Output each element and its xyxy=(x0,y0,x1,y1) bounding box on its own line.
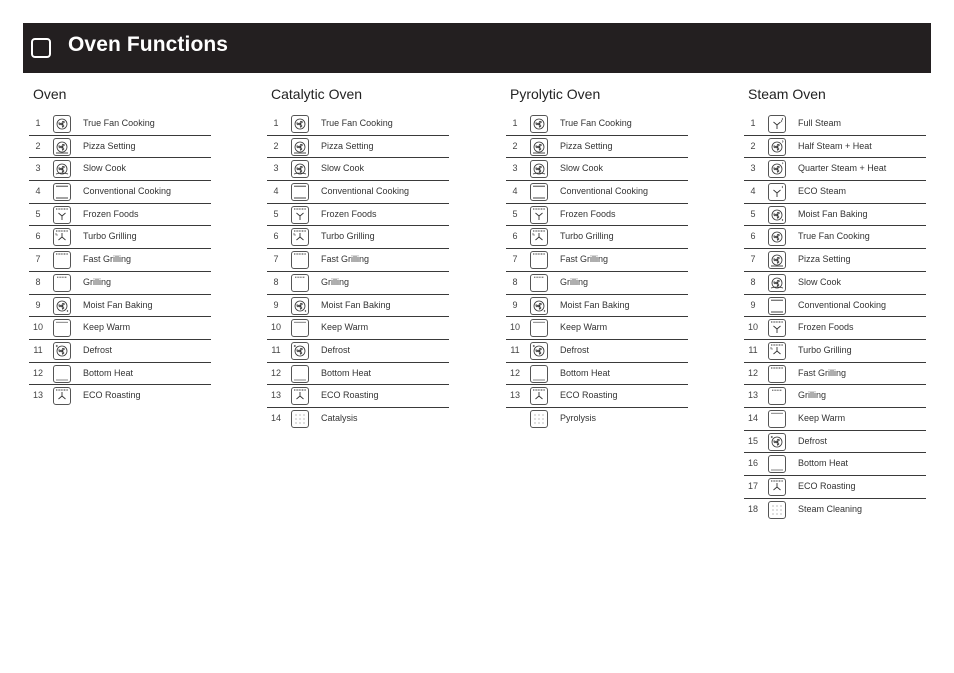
defrost-icon xyxy=(768,433,786,451)
item-label: Grilling xyxy=(560,276,589,287)
item-number: 11 xyxy=(33,344,43,355)
item-number: 15 xyxy=(747,435,758,446)
item-number: 13 xyxy=(270,390,281,401)
item-number: 18 xyxy=(747,503,758,514)
pizza-icon xyxy=(291,138,309,156)
list-item xyxy=(29,272,211,295)
list-item xyxy=(744,181,926,204)
item-number: 9 xyxy=(750,299,756,310)
list-item xyxy=(267,272,449,295)
function-list xyxy=(267,113,449,431)
item-number: 5 xyxy=(35,208,41,219)
slow-cook-icon xyxy=(768,274,786,292)
true-fan-icon xyxy=(53,115,71,133)
list-item xyxy=(267,408,449,431)
item-number: 1 xyxy=(512,118,518,128)
item-label: Fast Grilling xyxy=(321,254,370,265)
conventional-icon xyxy=(291,183,309,201)
list-item xyxy=(506,181,688,204)
list-item xyxy=(267,204,449,227)
list-item xyxy=(506,317,688,340)
item-label: Moist Fan Baking xyxy=(560,299,630,310)
frozen-foods-icon xyxy=(768,319,786,337)
item-label: Keep Warm xyxy=(321,322,369,333)
list-item xyxy=(506,272,688,295)
fast-grill-icon xyxy=(53,251,71,269)
keep-warm-icon xyxy=(53,319,71,337)
item-label: Grilling xyxy=(83,276,112,287)
item-number: 13 xyxy=(747,390,758,401)
list-item xyxy=(29,317,211,340)
item-number: 2 xyxy=(273,140,279,151)
item-number: 4 xyxy=(35,186,41,197)
item-number: 11 xyxy=(748,344,758,355)
header-square-icon xyxy=(31,38,51,58)
list-item xyxy=(744,363,926,386)
eco-roast-icon xyxy=(530,387,548,405)
list-item xyxy=(506,249,688,272)
keep-warm-icon xyxy=(768,410,786,428)
item-label: Turbo Grilling xyxy=(83,231,137,242)
list-item xyxy=(506,158,688,181)
list-item xyxy=(267,363,449,386)
moist-fan-icon xyxy=(768,206,786,224)
list-item xyxy=(506,226,688,249)
column-pyrolytic-oven xyxy=(506,86,688,431)
half-steam-icon xyxy=(768,138,786,156)
slow-cook-icon xyxy=(291,160,309,178)
full-steam-icon xyxy=(768,115,786,133)
item-label: Conventional Cooking xyxy=(83,186,172,197)
item-number: 12 xyxy=(747,367,758,378)
column-title: Catalytic Oven xyxy=(271,86,363,102)
item-number: 8 xyxy=(35,276,41,287)
column-oven xyxy=(29,86,211,408)
list-item xyxy=(267,226,449,249)
list-item xyxy=(29,385,211,408)
bottom-heat-icon xyxy=(291,365,309,383)
item-number: 10 xyxy=(270,322,281,333)
eco-roast-icon xyxy=(53,387,71,405)
item-number: 7 xyxy=(35,254,41,265)
frozen-foods-icon xyxy=(530,206,548,224)
item-number: 2 xyxy=(750,140,756,151)
turbo-grill-icon xyxy=(53,228,71,246)
item-number: 16 xyxy=(747,458,758,469)
list-item xyxy=(267,385,449,408)
item-label: Defrost xyxy=(321,344,351,355)
column-title: Pyrolytic Oven xyxy=(510,86,601,102)
function-list xyxy=(506,113,688,431)
item-number: 13 xyxy=(32,390,43,401)
item-number: 3 xyxy=(512,163,518,174)
item-label: Defrost xyxy=(798,435,828,446)
item-label: Fast Grilling xyxy=(83,254,132,265)
list-item xyxy=(744,499,926,522)
grill-icon xyxy=(530,274,548,292)
list-item xyxy=(29,295,211,318)
item-number: 11 xyxy=(510,344,520,355)
list-item xyxy=(267,340,449,363)
item-number: 12 xyxy=(32,367,43,378)
item-number: 4 xyxy=(512,186,518,197)
grill-icon xyxy=(291,274,309,292)
item-label: Keep Warm xyxy=(798,412,846,423)
item-number: 2 xyxy=(512,140,518,151)
item-number: 17 xyxy=(747,481,758,491)
item-label: ECO Steam xyxy=(798,186,847,197)
column-catalytic-oven xyxy=(267,86,449,431)
keep-warm-icon xyxy=(530,319,548,337)
conventional-icon xyxy=(53,183,71,201)
item-number: 1 xyxy=(273,118,279,128)
quarter-steam-icon xyxy=(768,160,786,178)
slow-cook-icon xyxy=(53,160,71,178)
item-label: Steam Cleaning xyxy=(798,503,863,514)
true-fan-icon xyxy=(768,228,786,246)
list-item xyxy=(744,431,926,454)
turbo-grill-icon xyxy=(291,228,309,246)
item-label: Fast Grilling xyxy=(798,367,847,378)
item-label: Turbo Grilling xyxy=(321,231,375,242)
list-item xyxy=(29,181,211,204)
list-item xyxy=(744,272,926,295)
catalysis-icon xyxy=(291,410,309,428)
item-label: Keep Warm xyxy=(560,322,608,333)
item-number: 3 xyxy=(35,163,41,174)
item-number: 7 xyxy=(750,254,756,265)
item-label: Moist Fan Baking xyxy=(798,208,868,219)
list-item xyxy=(29,113,211,136)
list-item xyxy=(744,385,926,408)
moist-fan-icon xyxy=(291,297,309,315)
list-item xyxy=(506,136,688,159)
list-item xyxy=(267,113,449,136)
item-label: True Fan Cooking xyxy=(321,118,393,128)
list-item xyxy=(506,408,688,431)
item-number: 14 xyxy=(270,412,281,423)
item-label: Slow Cook xyxy=(560,163,604,174)
fast-grill-icon xyxy=(768,365,786,383)
defrost-icon xyxy=(53,342,71,360)
item-number: 12 xyxy=(270,367,281,378)
list-item xyxy=(267,249,449,272)
item-number: 2 xyxy=(35,140,41,151)
item-label: Conventional Cooking xyxy=(798,299,887,310)
item-number: 14 xyxy=(747,412,758,423)
list-item xyxy=(744,249,926,272)
list-item xyxy=(29,340,211,363)
item-label: Slow Cook xyxy=(83,163,127,174)
eco-roast-icon xyxy=(768,478,786,496)
item-number: 7 xyxy=(273,254,279,265)
item-number: 1 xyxy=(750,118,756,128)
slow-cook-icon xyxy=(530,160,548,178)
true-fan-icon xyxy=(291,115,309,133)
eco-roast-icon xyxy=(291,387,309,405)
list-item xyxy=(29,226,211,249)
list-item xyxy=(744,408,926,431)
list-item xyxy=(744,476,926,499)
fast-grill-icon xyxy=(530,251,548,269)
list-item xyxy=(744,453,926,476)
bottom-heat-icon xyxy=(53,365,71,383)
item-number: 3 xyxy=(750,163,756,174)
item-label: Frozen Foods xyxy=(798,322,854,333)
list-item xyxy=(29,204,211,227)
item-number: 8 xyxy=(512,276,518,287)
list-item xyxy=(267,181,449,204)
item-label: Bottom Heat xyxy=(560,367,611,378)
item-label: Pizza Setting xyxy=(798,254,851,265)
function-list xyxy=(744,113,926,521)
moist-fan-icon xyxy=(53,297,71,315)
item-label: Catalysis xyxy=(321,412,358,423)
conventional-icon xyxy=(768,297,786,315)
item-number: 8 xyxy=(750,276,756,287)
item-label: Bottom Heat xyxy=(321,367,372,378)
item-label: Quarter Steam + Heat xyxy=(798,163,887,174)
item-label: Frozen Foods xyxy=(83,208,139,219)
conventional-icon xyxy=(530,183,548,201)
list-item xyxy=(267,317,449,340)
item-label: ECO Roasting xyxy=(560,390,618,401)
item-label: Pizza Setting xyxy=(560,140,613,151)
item-label: Bottom Heat xyxy=(798,458,849,469)
item-label: ECO Roasting xyxy=(798,481,856,491)
list-item xyxy=(744,340,926,363)
item-label: Slow Cook xyxy=(798,276,842,287)
column-title: Steam Oven xyxy=(748,86,826,102)
turbo-grill-icon xyxy=(768,342,786,360)
pizza-icon xyxy=(768,251,786,269)
pyrolysis-icon xyxy=(530,410,548,428)
item-label: Keep Warm xyxy=(83,322,131,333)
list-item xyxy=(506,204,688,227)
bottom-heat-icon xyxy=(530,365,548,383)
list-item xyxy=(267,158,449,181)
item-number: 6 xyxy=(512,231,518,242)
item-label: Turbo Grilling xyxy=(560,231,614,242)
item-number: 5 xyxy=(273,208,279,219)
list-item xyxy=(506,363,688,386)
item-number: 6 xyxy=(750,231,756,242)
item-number: 6 xyxy=(273,231,279,242)
item-number: 1 xyxy=(35,118,41,128)
item-label: Conventional Cooking xyxy=(560,186,649,197)
list-item xyxy=(744,295,926,318)
item-label: ECO Roasting xyxy=(83,390,141,401)
list-item xyxy=(29,249,211,272)
item-number: 9 xyxy=(512,299,518,310)
item-label: Defrost xyxy=(83,344,113,355)
item-number: 9 xyxy=(273,299,279,310)
item-number: 6 xyxy=(35,231,41,242)
item-number: 11 xyxy=(271,344,281,355)
item-label: Moist Fan Baking xyxy=(83,299,153,310)
item-label: Conventional Cooking xyxy=(321,186,410,197)
list-item xyxy=(267,136,449,159)
defrost-icon xyxy=(291,342,309,360)
item-label: Fast Grilling xyxy=(560,254,609,265)
item-number: 13 xyxy=(509,390,520,401)
moist-fan-icon xyxy=(530,297,548,315)
list-item xyxy=(506,113,688,136)
list-item xyxy=(744,136,926,159)
list-item xyxy=(744,317,926,340)
defrost-icon xyxy=(530,342,548,360)
turbo-grill-icon xyxy=(530,228,548,246)
list-item xyxy=(267,295,449,318)
item-label: Grilling xyxy=(798,390,827,401)
item-number: 10 xyxy=(747,322,758,333)
page-header xyxy=(23,23,931,73)
steam-cleaning-icon xyxy=(768,501,786,519)
function-list xyxy=(29,113,211,408)
item-number: 10 xyxy=(32,322,43,333)
grill-icon xyxy=(53,274,71,292)
item-label: Bottom Heat xyxy=(83,367,134,378)
list-item xyxy=(29,158,211,181)
frozen-foods-icon xyxy=(291,206,309,224)
item-label: Half Steam + Heat xyxy=(798,140,872,151)
item-label: Grilling xyxy=(321,276,350,287)
item-label: Moist Fan Baking xyxy=(321,299,391,310)
item-number: 7 xyxy=(512,254,518,265)
item-label: Pyrolysis xyxy=(560,412,597,423)
item-label: Pizza Setting xyxy=(321,140,374,151)
item-label: Frozen Foods xyxy=(321,208,377,219)
item-label: ECO Roasting xyxy=(321,390,379,401)
fast-grill-icon xyxy=(291,251,309,269)
item-number: 12 xyxy=(509,367,520,378)
list-item xyxy=(506,385,688,408)
pizza-icon xyxy=(53,138,71,156)
list-item xyxy=(506,340,688,363)
item-number: 4 xyxy=(273,186,279,197)
item-number: 9 xyxy=(35,299,41,310)
item-number: 4 xyxy=(750,186,756,197)
column-steam-oven xyxy=(744,86,926,521)
item-number: 8 xyxy=(273,276,279,287)
item-label: True Fan Cooking xyxy=(83,118,155,128)
list-item xyxy=(29,136,211,159)
item-label: True Fan Cooking xyxy=(560,118,632,128)
list-item xyxy=(506,295,688,318)
item-number: 5 xyxy=(750,208,756,219)
item-label: Slow Cook xyxy=(321,163,365,174)
item-label: Turbo Grilling xyxy=(798,344,852,355)
bottom-heat-icon xyxy=(768,455,786,473)
column-title: Oven xyxy=(33,86,67,102)
list-item xyxy=(744,204,926,227)
item-number: 5 xyxy=(512,208,518,219)
eco-steam-icon xyxy=(768,183,786,201)
item-label: True Fan Cooking xyxy=(798,231,870,242)
item-number: 3 xyxy=(273,163,279,174)
list-item xyxy=(744,113,926,136)
item-number: 10 xyxy=(509,322,520,333)
grill-icon xyxy=(768,387,786,405)
item-label: Frozen Foods xyxy=(560,208,616,219)
frozen-foods-icon xyxy=(53,206,71,224)
item-label: Full Steam xyxy=(798,118,842,128)
list-item xyxy=(29,363,211,386)
keep-warm-icon xyxy=(291,319,309,337)
page-title: Oven Functions xyxy=(68,33,229,56)
pizza-icon xyxy=(530,138,548,156)
item-label: Defrost xyxy=(560,344,590,355)
list-item xyxy=(744,158,926,181)
item-label: Pizza Setting xyxy=(83,140,136,151)
true-fan-icon xyxy=(530,115,548,133)
list-item xyxy=(744,226,926,249)
